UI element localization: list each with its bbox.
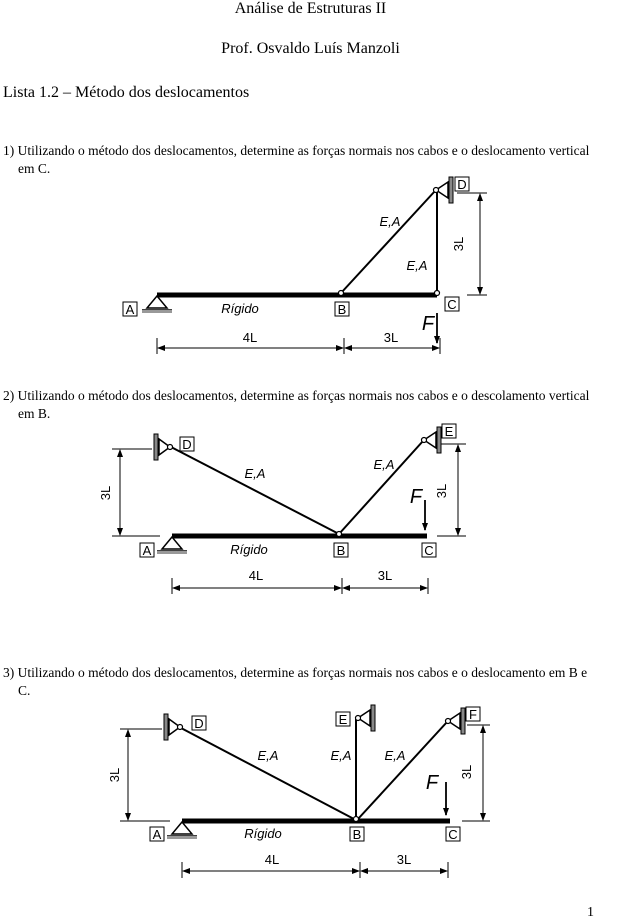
- label-b: B: [336, 543, 346, 558]
- label-d: D: [457, 177, 467, 192]
- wall-support-icon: [164, 714, 183, 740]
- dim-3l: 3L: [396, 852, 412, 867]
- wall-support-icon: [356, 705, 376, 731]
- rigid-label: Rígido: [221, 301, 259, 316]
- wall-support-icon: [154, 434, 173, 460]
- wall-support-icon: [446, 708, 466, 734]
- label-c: C: [447, 297, 457, 312]
- problem-2-line1: 2) Utilizando o método dos deslocamentos, determine as forças normais nos cabos e o descolamento vertical: [3, 388, 590, 403]
- label-a: A: [125, 302, 135, 317]
- pin-support-icon: [157, 537, 187, 554]
- problem-1-line2: em C.: [18, 161, 51, 176]
- label-c: C: [424, 543, 434, 558]
- label-a: A: [142, 543, 152, 558]
- dim-height-right-3l: 3L: [434, 483, 449, 499]
- problem-1-line1: 1) Utilizando o método dos deslocamentos, determine as forças normais nos cabos e o deslocamento vertical: [3, 143, 590, 158]
- problem-3-line1: 3) Utilizando o método dos deslocamentos, determine as forças normais nos cabos e o deslocamento em B e: [3, 665, 588, 680]
- cable-bf: [358, 722, 447, 819]
- dim-4l: 4L: [248, 568, 264, 583]
- cable-1-property: E,A: [379, 214, 401, 229]
- cable-3-property: E,A: [384, 748, 406, 763]
- label-d: D: [182, 437, 192, 452]
- dim-height-left-3l: 3L: [107, 767, 122, 783]
- dim-height-right-3l: 3L: [459, 764, 474, 780]
- label-e: E: [444, 424, 454, 439]
- rigid-label: Rígido: [230, 542, 268, 557]
- cable-bd: [341, 191, 435, 293]
- label-a: A: [152, 827, 162, 842]
- dim-4l: 4L: [242, 330, 258, 345]
- professor-name: Prof. Osvaldo Luís Manzoli: [221, 40, 400, 57]
- problem-2-line2: em B.: [18, 406, 51, 421]
- force-label: F: [409, 486, 423, 508]
- problem-3-line2: C.: [18, 683, 31, 698]
- cable-bd: [181, 728, 354, 819]
- dim-4l: 4L: [264, 852, 280, 867]
- cable-1-property: E,A: [257, 748, 279, 763]
- page-number: 1: [587, 905, 594, 920]
- cable-bd: [171, 447, 339, 534]
- diagram-1: [123, 177, 487, 354]
- dim-3l: 3L: [383, 330, 399, 345]
- diagram-2: [98, 424, 466, 594]
- rigid-label: Rígido: [244, 826, 282, 841]
- list-subtitle: Lista 1.2 – Método dos deslocamentos: [3, 84, 250, 101]
- label-b: B: [352, 827, 362, 842]
- dim-height-3l: 3L: [451, 236, 466, 252]
- cable-2-property: E,A: [330, 748, 352, 763]
- pin-support-icon: [142, 296, 172, 313]
- cable-2-property: E,A: [406, 258, 428, 273]
- force-label: F: [425, 772, 439, 794]
- label-d: D: [194, 716, 204, 731]
- label-f: F: [469, 707, 477, 722]
- label-b: B: [337, 302, 347, 317]
- label-e: E: [338, 712, 348, 727]
- pin-support-icon: [167, 822, 197, 839]
- course-title: Análise de Estruturas II: [234, 0, 387, 17]
- cable-1-property: E,A: [244, 466, 266, 481]
- cable-2-property: E,A: [373, 457, 395, 472]
- force-label: F: [421, 313, 435, 335]
- dim-3l: 3L: [377, 568, 393, 583]
- dim-height-left-3l: 3L: [98, 485, 113, 501]
- label-c: C: [448, 827, 458, 842]
- diagram-3: [107, 705, 490, 878]
- wall-support-icon: [422, 427, 442, 453]
